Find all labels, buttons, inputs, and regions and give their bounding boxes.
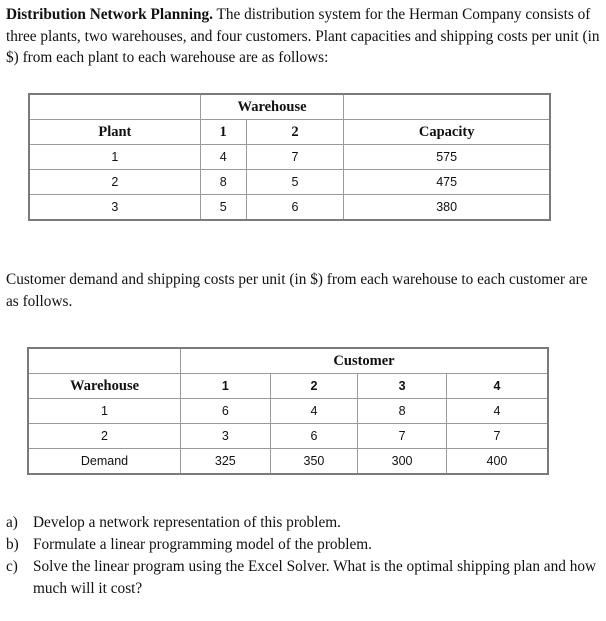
cost-cell: 7 xyxy=(446,424,548,449)
intro-text: The distribution system for the Herman Company consists of three plants, two warehouses, and four customers. Plant capacities and shipping costs per unit (in $) from each plant to each warehouse are as follows: xyxy=(6,6,600,66)
cost-cell: 8 xyxy=(358,399,447,424)
question-label: c) xyxy=(6,558,18,575)
list-item xyxy=(6,534,604,556)
cost-cell: 4 xyxy=(446,399,548,424)
customer-1-header: 1 xyxy=(181,374,271,399)
question-label: b) xyxy=(6,536,19,553)
table-cell xyxy=(29,94,200,120)
cost-cell: 6 xyxy=(181,399,271,424)
cost-cell: 3 xyxy=(181,424,271,449)
intro-title: Distribution Network Planning. xyxy=(6,6,213,23)
warehouse-2-header: 2 xyxy=(246,120,344,145)
plant-header: Plant xyxy=(29,120,200,145)
cost-cell: 5 xyxy=(200,195,246,221)
question-text: Formulate a linear programming model of the problem. xyxy=(33,536,372,553)
demand-label: Demand xyxy=(28,449,181,475)
middle-paragraph: Customer demand and shipping costs per unit (in $) from each warehouse to each customer are as follows. xyxy=(6,271,588,310)
demand-cell: 350 xyxy=(270,449,358,475)
demand-cell: 300 xyxy=(358,449,447,475)
warehouse-header: Warehouse xyxy=(28,374,181,399)
table-row xyxy=(28,424,548,449)
warehouse-cell: 1 xyxy=(28,399,181,424)
capacity-cell: 475 xyxy=(344,170,550,195)
table-row xyxy=(29,145,550,170)
cost-cell: 6 xyxy=(246,195,344,221)
table-row xyxy=(29,195,550,221)
list-item xyxy=(6,556,604,600)
capacity-header: Capacity xyxy=(344,120,550,145)
capacity-cell: 575 xyxy=(344,145,550,170)
question-text: Develop a network representation of this problem. xyxy=(33,514,341,531)
demand-cell: 400 xyxy=(446,449,548,475)
capacity-cell: 380 xyxy=(344,195,550,221)
customer-3-header: 3 xyxy=(358,374,447,399)
demand-cell: 325 xyxy=(181,449,271,475)
customer-2-header: 2 xyxy=(270,374,358,399)
warehouse-1-header: 1 xyxy=(200,120,246,145)
plant-cell: 2 xyxy=(29,170,200,195)
table-row xyxy=(29,94,550,120)
table-row xyxy=(29,120,550,145)
cost-cell: 6 xyxy=(270,424,358,449)
plant-cell: 1 xyxy=(29,145,200,170)
warehouse-customer-table xyxy=(27,347,549,475)
cost-cell: 4 xyxy=(270,399,358,424)
warehouse-cell: 2 xyxy=(28,424,181,449)
table-row xyxy=(29,170,550,195)
plant-cell: 3 xyxy=(29,195,200,221)
cost-cell: 7 xyxy=(246,145,344,170)
list-item xyxy=(6,512,604,534)
question-text: Solve the linear program using the Excel Solver. What is the optimal shipping plan and how much will it cost? xyxy=(33,558,597,597)
customer-4-header: 4 xyxy=(446,374,548,399)
customer-group-header: Customer xyxy=(181,348,548,374)
table-cell xyxy=(28,348,181,374)
warehouse-group-header: Warehouse xyxy=(200,94,344,120)
cost-cell: 4 xyxy=(200,145,246,170)
table-row xyxy=(28,374,548,399)
table-row xyxy=(28,399,548,424)
question-list xyxy=(6,512,604,600)
cost-cell: 7 xyxy=(358,424,447,449)
intro-paragraph xyxy=(6,4,602,69)
table-cell xyxy=(344,94,550,120)
cost-cell: 5 xyxy=(246,170,344,195)
plant-warehouse-table xyxy=(28,93,551,221)
question-label: a) xyxy=(6,514,18,531)
table-row xyxy=(28,449,548,475)
cost-cell: 8 xyxy=(200,170,246,195)
table-row xyxy=(28,348,548,374)
